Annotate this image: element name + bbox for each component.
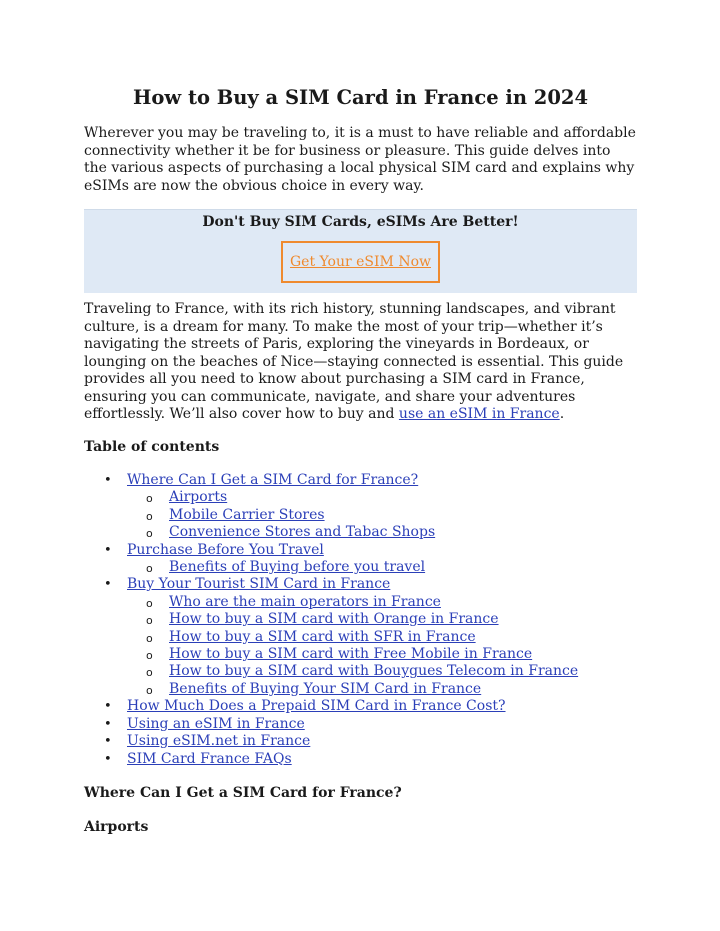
toc-link[interactable]: How to buy a SIM card with Free Mobile in France [169,646,533,663]
toc-item [84,524,637,541]
body-end: . [559,406,565,422]
use-esim-france-link[interactable]: use an eSIM in France [398,406,560,422]
toc-item [84,663,637,680]
toc-item [84,698,637,715]
toc-link[interactable]: How Much Does a Prepaid SIM Card in France Cost? [127,698,506,715]
toc-item [84,576,637,593]
toc-item [84,611,637,628]
toc-item [84,629,637,646]
promo-heading: Don't Buy SIM Cards, eSIMs Are Better! [202,214,519,230]
subsection-heading: Airports [84,819,149,835]
toc-link[interactable]: How to buy a SIM card with Bouygues Telecom in France [169,663,579,680]
toc-item [84,559,637,576]
get-esim-link[interactable]: Get Your eSIM Now [289,254,431,270]
table-of-contents [84,472,637,768]
toc-item [84,716,637,733]
toc-link[interactable]: Who are the main operators in France [169,593,441,610]
toc-item [84,594,637,611]
toc-title: Table of contents [84,439,220,455]
section-heading: Where Can I Get a SIM Card for France? [84,785,402,801]
toc-item [84,489,637,506]
intro-paragraph: Wherever you may be traveling to, it is a must to have reliable and affordable connectivity whether it be for business or pleasure. This guide delves into the various aspects of purchasing a local physical SIM card and explains why eSIMs are now the obvious choice in every way. [84,125,636,194]
toc-link[interactable]: Convenience Stores and Tabac Shops [169,524,436,541]
toc-link[interactable]: Buy Your Tourist SIM Card in France [127,576,391,593]
toc-item [84,751,637,768]
promo-banner [84,209,637,293]
toc-link[interactable]: Mobile Carrier Stores [169,506,325,523]
toc-item [84,507,637,524]
toc-item [84,681,637,698]
toc-link[interactable]: Using eSIM.net in France [127,733,311,750]
toc-item [84,646,637,663]
page-title: How to Buy a SIM Card in France in 2024 [132,86,589,109]
body-text: Traveling to France, with its rich history, stunning landscapes, and vibrant culture, is a dream for many. To make the most of your trip—whether it’s navigating the streets of Paris, exploring the vineyards in Bordeaux, or lounging on the beaches of Nice—staying connected is essential. This guide provides all you need to know about purchasing a SIM card in France, ensuring you can communicate, navigate, and share your adventures effortlessly. We’ll also cover how to buy and [84,301,624,422]
toc-item [84,542,637,559]
get-esim-button[interactable] [281,241,440,283]
toc-item [84,472,637,489]
toc-link[interactable]: Where Can I Get a SIM Card for France? [127,472,419,488]
toc-link[interactable]: How to buy a SIM card with Orange in France [169,611,499,628]
toc-link[interactable]: Purchase Before You Travel [127,541,324,558]
toc-item [84,733,637,750]
toc-link[interactable]: SIM Card France FAQs [127,750,292,767]
toc-link[interactable]: Airports [169,489,228,506]
toc-link[interactable]: Benefits of Buying before you travel [169,559,426,576]
toc-link[interactable]: Using an eSIM in France [127,715,305,732]
toc-link[interactable]: How to buy a SIM card with SFR in France [169,628,476,645]
body-paragraph [84,301,637,424]
toc-link[interactable]: Benefits of Buying Your SIM Card in France [169,680,482,697]
